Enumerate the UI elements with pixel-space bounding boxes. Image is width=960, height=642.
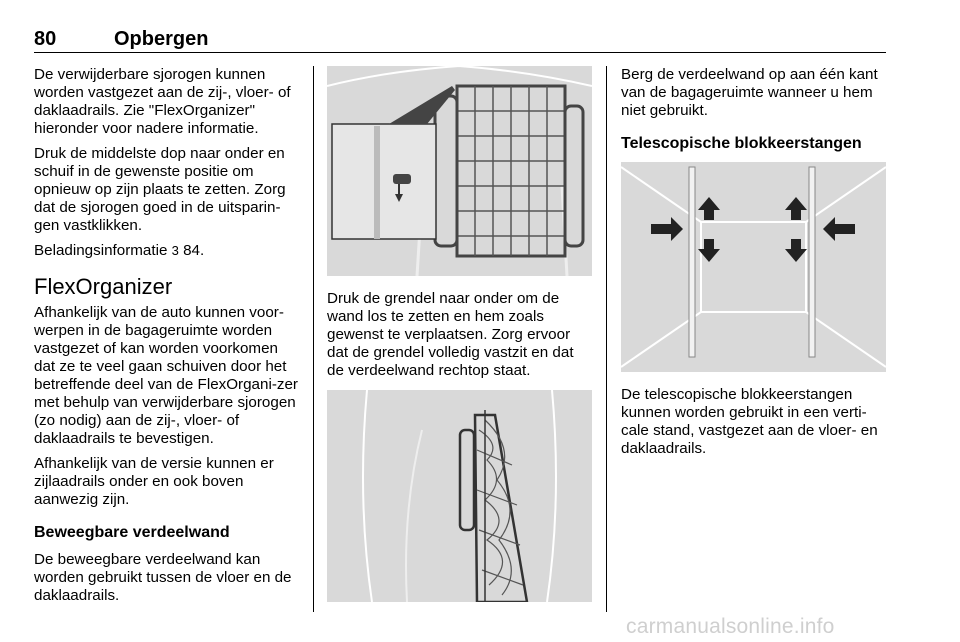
- watermark: carmanualsonline.info: [626, 615, 835, 638]
- paragraph-latch: Druk de grendel naar onder om de wand los te zetten en hem zoals gewenst te verplaatsen. Zorg ervoor dat de grendel volledig vastzit en dat de verdeelwand rechtop staat.: [327, 290, 574, 379]
- column-1: [34, 66, 298, 612]
- column-divider: [313, 66, 314, 612]
- section-title: Opbergen: [114, 28, 209, 50]
- loading-info-text: Beladingsinformatie: [34, 242, 172, 259]
- figure-stored-partition: [327, 390, 592, 602]
- paragraph-lashing-eyes: De verwijderbare sjorogen kunnen worden vastgezet aan de zij-, vloer- of daklaadrails. Zie "FlexOrganizer" hieronder voor nadere informatie.: [34, 66, 291, 137]
- paragraph-store-partition: Berg de verdeelwand op aan één kant van de bagageruimte wanneer u hem niet gebruikt.: [621, 66, 878, 119]
- loading-info-page-ref[interactable]: 84.: [178, 242, 205, 259]
- page-header: [34, 26, 886, 53]
- page-number: 80: [34, 28, 57, 50]
- paragraph-side-rails: Afhankelijk van de versie kunnen er zijlaadrails onder en ook boven aanwezig zijn.: [34, 455, 274, 508]
- paragraph-movable-partition: De beweegbare verdeelwand kan worden gebruikt tussen de vloer en de daklaadrails.: [34, 551, 292, 604]
- column-3: [621, 66, 886, 465]
- column-2: [327, 66, 593, 602]
- heading-telescopic-bars: Telescopische blokkeerstangen: [621, 135, 862, 152]
- figure-partition-net: [327, 66, 592, 276]
- figure-telescopic-bars: [621, 162, 886, 372]
- paragraph-press-cap: Druk de middelste dop naar onder en schuif in de gewenste positie om opnieuw op zijn plaats te zetten. Zorg dat de sjorogen goed in de uitsparin-gen vastklikken.: [34, 145, 286, 234]
- paragraph-telescopic-bars: De telescopische blokkeerstangen kunnen worden gebruikt in een verti-cale stand, vastgezet aan de vloer- en daklaadrails.: [621, 386, 878, 457]
- paragraph-flexorganizer: Afhankelijk van de auto kunnen voor-werpen in de bagageruimte worden vastgezet of kan worden voorkomen dat ze te veel gaan schuiven door het betreffende deel van de FlexOrgani-zer met behulp van verwijderbare sjorogen (zo nodig) aan de zij-, vloer- of daklaadrails te bevestigen.: [34, 304, 298, 447]
- page-ref-icon: 3: [171, 243, 179, 258]
- paragraph-loading-info: [34, 242, 298, 260]
- heading-movable-partition: Beweegbare verdeelwand: [34, 524, 230, 541]
- column-divider: [606, 66, 607, 612]
- heading-flexorganizer: FlexOrganizer: [34, 274, 173, 299]
